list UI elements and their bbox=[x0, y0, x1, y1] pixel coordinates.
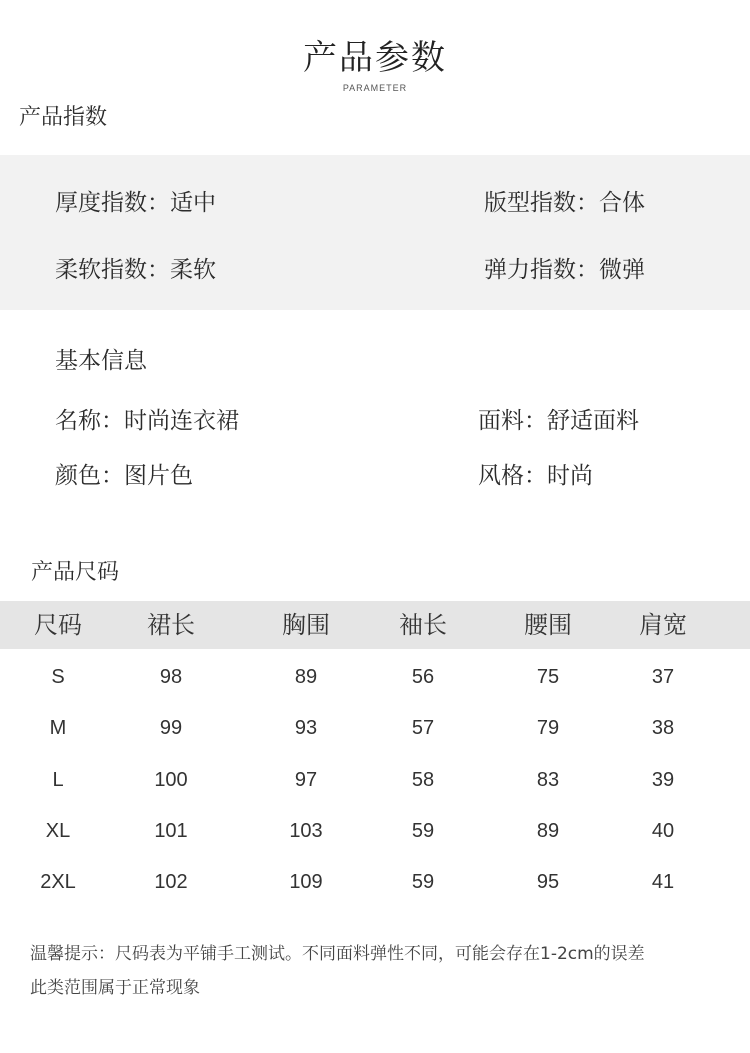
column-header-size: 尺码 bbox=[34, 611, 82, 639]
basic-value: 时尚连衣裙 bbox=[124, 408, 239, 434]
table-cell: 38 bbox=[651, 717, 675, 739]
index-item-thickness: 厚度指数：适中 bbox=[55, 190, 216, 216]
index-item-elasticity: 弹力指数：微弹 bbox=[484, 257, 645, 283]
index-panel bbox=[0, 155, 750, 310]
table-cell: 109 bbox=[289, 871, 323, 893]
table-cell: L bbox=[52, 769, 64, 791]
table-cell: 58 bbox=[411, 769, 435, 791]
table-cell: 99 bbox=[159, 717, 183, 739]
table-cell: 39 bbox=[651, 769, 675, 791]
table-cell: 98 bbox=[159, 666, 183, 688]
table-cell: XL bbox=[45, 820, 71, 842]
table-cell: 97 bbox=[294, 769, 318, 791]
table-cell: 103 bbox=[289, 820, 323, 842]
column-header-sleeve: 袖长 bbox=[399, 611, 447, 639]
basic-item-fabric: 面料：舒适面料 bbox=[478, 408, 639, 434]
basic-section-heading: 基本信息 bbox=[55, 348, 147, 374]
table-cell: 41 bbox=[651, 871, 675, 893]
table-cell: 89 bbox=[536, 820, 560, 842]
page-subtitle: PARAMETER bbox=[342, 83, 408, 93]
index-value: 适中 bbox=[170, 190, 216, 216]
size-section-heading: 产品尺码 bbox=[31, 560, 120, 585]
table-cell: 2XL bbox=[40, 871, 76, 893]
basic-value: 图片色 bbox=[124, 463, 193, 489]
page-title: 产品参数 bbox=[303, 38, 447, 78]
basic-label: 颜色 bbox=[55, 463, 101, 489]
table-cell: 40 bbox=[651, 820, 675, 842]
table-cell: 89 bbox=[294, 666, 318, 688]
basic-label: 面料 bbox=[478, 408, 524, 434]
column-header-bust: 胸围 bbox=[282, 611, 330, 639]
table-cell: 101 bbox=[154, 820, 188, 842]
index-value: 合体 bbox=[599, 190, 645, 216]
table-cell: 37 bbox=[651, 666, 675, 688]
index-label: 版型指数 bbox=[484, 190, 576, 216]
table-cell: 93 bbox=[294, 717, 318, 739]
index-label: 柔软指数 bbox=[55, 257, 147, 283]
table-cell: 102 bbox=[154, 871, 188, 893]
basic-item-style: 风格：时尚 bbox=[478, 463, 593, 489]
table-cell: 100 bbox=[154, 769, 188, 791]
table-cell: M bbox=[49, 717, 67, 739]
index-section-heading: 产品指数 bbox=[19, 105, 108, 130]
table-cell: 95 bbox=[536, 871, 560, 893]
table-cell: 59 bbox=[411, 871, 435, 893]
table-cell: 59 bbox=[411, 820, 435, 842]
basic-label: 风格 bbox=[478, 463, 524, 489]
basic-value: 时尚 bbox=[547, 463, 593, 489]
table-cell: 79 bbox=[536, 717, 560, 739]
index-item-softness: 柔软指数：柔软 bbox=[55, 257, 216, 283]
basic-item-color: 颜色：图片色 bbox=[55, 463, 193, 489]
index-value: 柔软 bbox=[170, 257, 216, 283]
table-cell: 75 bbox=[536, 666, 560, 688]
note-line-2: 此类范围属于正常现象 bbox=[30, 978, 200, 998]
column-header-shoulder: 肩宽 bbox=[639, 611, 687, 639]
basic-value: 舒适面料 bbox=[547, 408, 639, 434]
table-cell: 57 bbox=[411, 717, 435, 739]
column-header-length: 裙长 bbox=[147, 611, 195, 639]
index-value: 微弹 bbox=[599, 257, 645, 283]
basic-label: 名称 bbox=[55, 408, 101, 434]
column-header-waist: 腰围 bbox=[524, 611, 572, 639]
table-cell: 83 bbox=[536, 769, 560, 791]
index-label: 弹力指数 bbox=[484, 257, 576, 283]
index-label: 厚度指数 bbox=[55, 190, 147, 216]
index-item-fit: 版型指数：合体 bbox=[484, 190, 645, 216]
table-cell: 56 bbox=[411, 666, 435, 688]
basic-item-name: 名称：时尚连衣裙 bbox=[55, 408, 239, 434]
note-line-1: 温馨提示：尺码表为平铺手工测试。不同面料弹性不同，可能会存在1-2cm的误差 bbox=[30, 944, 645, 964]
table-cell: S bbox=[51, 666, 65, 688]
size-table-header bbox=[0, 601, 750, 649]
